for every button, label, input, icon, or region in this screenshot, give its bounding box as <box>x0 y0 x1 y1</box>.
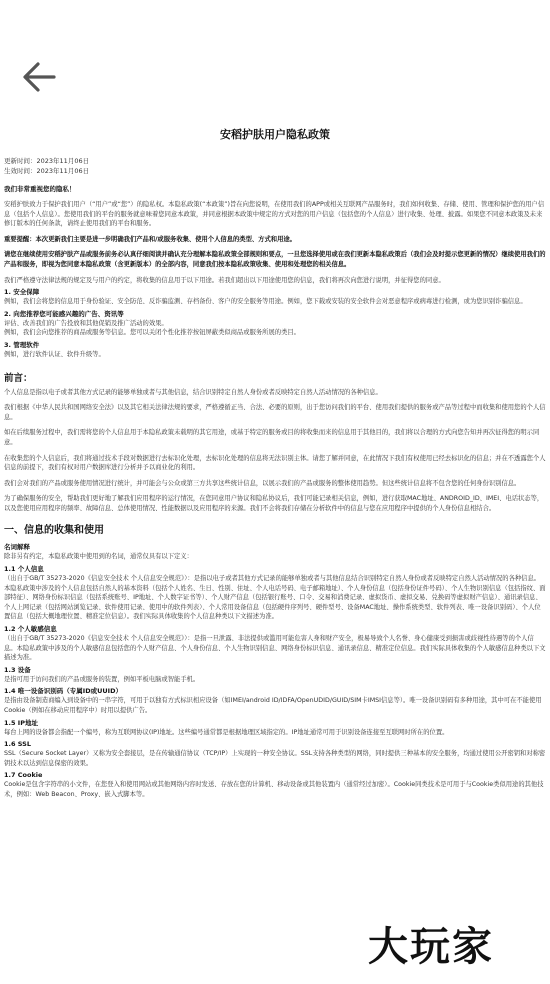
term-1-5-text: 每台上网的设备都会指配一个编号，称为互联网协议(IP)地址。这些编号通常都是根据地理区域指定的。IP地址通常可用于识别设备连接至互联网时所在的位置。 <box>4 728 449 736</box>
term-1-3-text: 是指可用于访问我们的产品或服务的装置，例如平板电脑或智能手机。 <box>4 675 200 683</box>
watermark-logo: 大玩家 <box>368 923 494 970</box>
term-1-6-title: 1.6 SSL <box>4 740 31 749</box>
term-1-7-text: Cookie是包含字符串的小文件，在您登入和使用网站或其他网络内容时发送、存放在您的计算机、移动设备或其他装置内（通常经过加密）。Cookie同类技术是可用于与Cookie类似用途的其他技术，例如：Web Beacon、Proxy、嵌入式脚本等。 <box>4 781 544 798</box>
page-title: 安稻护肤用户隐私政策 <box>220 128 330 141</box>
back-arrow-icon[interactable] <box>18 56 60 98</box>
term-1-6-text: SSL（Secure Socket Layer）又称为安全套接层，是在传输通信协议（TCP/IP）上实现的一种安全协议。SSL支持各种类型的网络，同时提供三种基本的安全服务，均通过使用公开密钥和对称密钥技术以达到信息保密的效果。 <box>4 750 546 767</box>
preface-paragraph-5: 我们会对我们的产品或服务使用情况进行统计，并可能会与公众或第三方共享这些统计信息，以展示我们的产品或服务的整体使用趋势。但这些统计信息将不包含您的任何身份识别信息。 <box>4 479 521 487</box>
list-item-3-text: 例如，进行软件认证、软件升级等。 <box>4 350 105 358</box>
term-1-5-title: 1.5 IP地址 <box>4 718 38 727</box>
preface-paragraph-2: 我们根据《中华人民共和国网络安全法》以及其它相关法律法规的要求，严格遵循正当、合法、必要的原则，出于您访问我们的平台、使用我们提供的服务或产品等过程中而收集和使用您的个人信息。 <box>4 404 546 421</box>
preface-paragraph-4: 在收集您的个人信息后，我们将通过技术手段对数据进行去标识化处理，去标识化处理的信息将无法识别主体。请您了解并同意，在此情况下我们有权使用已经去标识化的信息；并在不透露您个人信息的前提下，我们有权对用户数据库进行分析并予以商业化的利用。 <box>4 454 546 472</box>
preface-title: 前言： <box>4 372 33 384</box>
important-notice: 重要提醒：本次更新我们主要是进一步明确我们产品和/或服务收集、使用个人信息的类型、方式和用途。 <box>4 235 296 243</box>
preface-paragraph-1: 个人信息是指以电子或者其他方式记录的能够单独或者与其他信息，结合识别特定自然人身份或者反映特定自然人活动情况的各种信息。 <box>4 388 382 396</box>
intro-heading: 我们非常重视您的隐私！ <box>4 185 76 193</box>
privacy-policy-content <box>4 122 546 800</box>
intro-paragraph: 安稻护肤致力于保护我们用户（“用户”或“您”）的隐私权。本隐私政策(“本政策”)旨在向您说明，在使用我们的APP或相关互联网产品服务时，我们如何收集、存储、使用、管理和保护您的用户信息（包括个人信息）。您使用我们的平台的服务就意味着您同意本政策，并同意根据本政策中规定的方式对您的用户信息（包括您的个人信息）进行收集、处理、披露。如果您不同意本政策及未来修订版本的任何条款，请终止使用我们的平台和服务。 <box>4 201 545 228</box>
effective-time: 生效时间：2023年11月06日 <box>4 167 90 175</box>
term-1-2-title: 1.2 个人敏感信息 <box>4 625 57 634</box>
terms-title: 名词解释 <box>4 543 30 552</box>
preface-paragraph-6: 为了确保服务的安全，帮助我们更好地了解我们应用程序的运行情况，在您同意用户协议和隐私协议后，我们可能记录相关信息，例如，进行获取MAC地址、ANDROID_ID、IMEI、电话状态等，以及您使用应用程序的频率、故障信息、总体使用情况、性能数据以及应用程序的来源。我们不会将我们存储在分析软件中的信息与您在应用程序中提供的个人身份信息相结合。 <box>4 495 544 512</box>
list-item-1-text: 例如，我们会将您的信息用于身份验证、安全防范、反诈骗监测、存档备份、客户的安全服务等用途。例如，您下载或安装的安全软件会对恶意程序或病毒进行检测，或为您识别诈骗信息。 <box>4 298 527 306</box>
term-1-1-text: （出自于GB/T 35273-2020《信息安全技术 个人信息安全规范》）：是指以电子或者其他方式记录的能够单独或者与其他信息结合识别特定自然人身份或者反映特定自然人活动情况的各种信息。本隐私政策中涉及的个人信息包括自然人的基本资料（包括个人姓名、生日、性别、住址、个人电话号码、电子邮箱地址）、个人身份信息（包括身份证件号码）、个人生物识别信息（包括指纹、面部特征）、网络身份标识信息（包括系统账号、IP地址、个人数字证书等）、个人财产信息（包括银行账号、口令、交易和消费记录、虚拟货币、虚拟交易、兑换码等虚拟财产信息）、通讯录信息、个人上网记录（包括网站浏览记录、软件使用记录、使用中的软件列表）、个人常用设备信息（包括硬件序列号、硬件型号、设备MAC地址、操作系统类型、软件列表、唯一设备识别码）、个人位置信息（包括大概地理位置、精准定位信息）。我们实际具体收集的个人信息种类以下文描述为准。 <box>4 575 546 621</box>
term-1-1-title: 1.1 个人信息 <box>4 565 44 574</box>
term-1-4-text: 是指由设备制造商编入到设备中的一串字符，可用于以独有方式标识相应设备（如IMEI/android ID/IDFA/OpenUDID/GUID/SIM卡IMSI信息等）。唯一设备识别码有多种用途，其中可在不能使用Cookie（例如在移动应用程序中）时用以提供广告。 <box>4 697 542 714</box>
list-item-2-text-2: 例如，我们会向您推荐的商品或服务等信息。您可以关闭个性化推荐按钮屏蔽类似商品或服务所展的类目。 <box>4 329 300 337</box>
preface-paragraph-3: 如在后续服务过程中，我们需将您的个人信息用于本隐私政策未载明的其它用途，或基于特定的服务或目的将收集而来的信息用于其他目的，我们将以合理的方式向您告知并再次征得您的明示同意。 <box>4 429 540 446</box>
list-item-1-title: 1. 安全保障 <box>4 288 40 297</box>
top-bar <box>0 0 550 118</box>
term-1-7-title: 1.7 Cookie <box>4 771 43 780</box>
consent-notice: 请您在继续使用安稻护肤产品或服务前务必认真仔细阅读并确认充分理解本隐私政策全部规则和要点，一旦您选择使用或在我们更新本隐私政策后（我们会及时提示您更新的情况）继续使用我们的产品和服务，即视为您同意本隐私政策（含更新版本）的全部内容，同意我们按本隐私政策收集、使用和处理您的相关信息。 <box>4 251 546 268</box>
usage-intro: 我们严格遵守法律法规的规定及与用户的约定，将收集的信息用于以下用途。若我们超出以下用途使用您的信息，我们将再次向您进行说明，并征得您的同意。 <box>4 276 445 284</box>
list-item-3-title: 3. 管理软件 <box>4 340 40 349</box>
list-item-2-text: 评估、改善我们的广告投放和其他促销及推广活动的效果。 <box>4 319 168 327</box>
term-1-2-text: （出自于GB/T 35273-2020《信息安全技术 个人信息安全规范》）：是指一旦泄露、非法提供或滥用可能危害人身和财产安全，极易导致个人名誉、身心健康受到损害或歧视性待遇等的个人信息。本隐私政策中涉及的个人敏感信息包括您的个人财产信息、个人身份信息、个人生物识别信息、网络身份标识信息、通讯录信息、精准定位信息。我们实际具体收集的个人敏感信息种类以下文描述为准。 <box>4 635 546 662</box>
list-item-2-title: 2. 向您推荐您可能感兴趣的广告、资讯等 <box>4 309 124 318</box>
term-1-4-title: 1.4 唯一设备识别码（专属ID或UUID） <box>4 687 122 696</box>
term-1-3-title: 1.3 设备 <box>4 665 31 674</box>
terms-intro: 除非另有约定，本隐私政策中使用到的名词，通常仅具有以下定义： <box>4 553 193 561</box>
updated-time: 更新时间：2023年11月06日 <box>4 157 90 165</box>
section-1-title: 一、信息的收集和使用 <box>4 525 104 537</box>
